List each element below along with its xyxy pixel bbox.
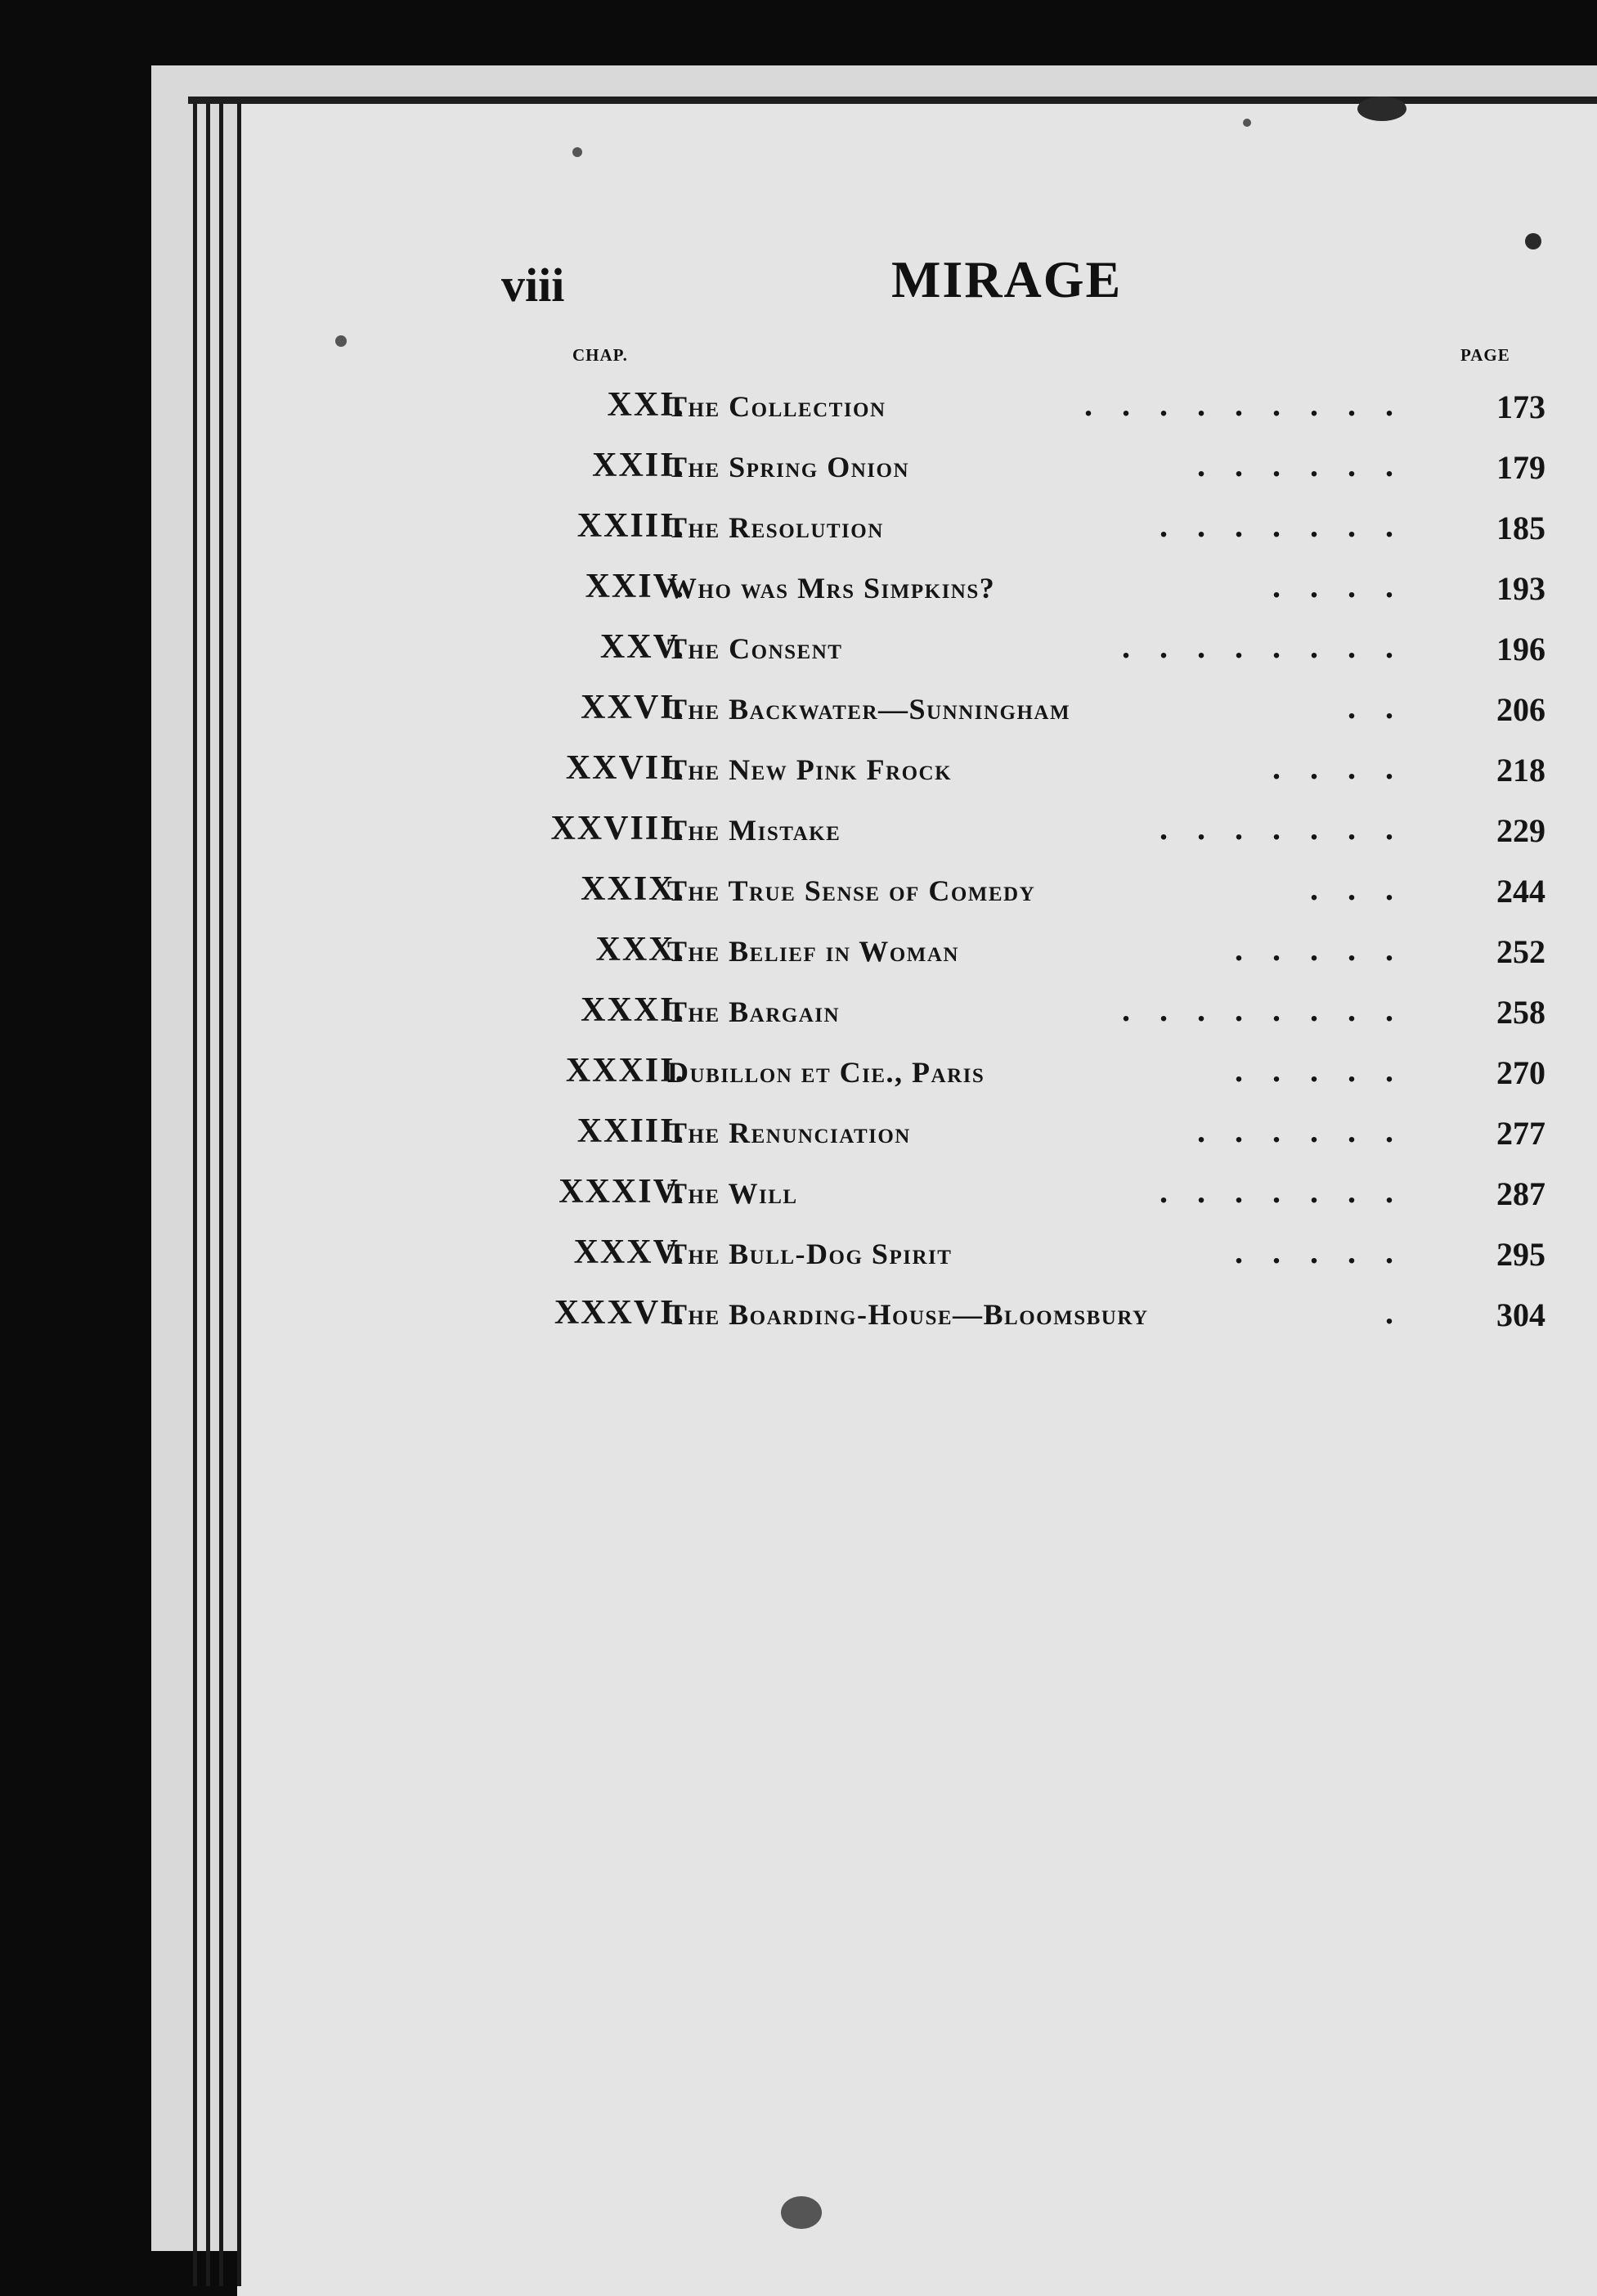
chapter-title: The Bargain — [667, 995, 841, 1028]
chapter-numeral: XXVI . — [581, 688, 685, 727]
page-number: 206 — [1496, 691, 1545, 728]
dot-leader: ......... — [1084, 386, 1423, 423]
chapter-title: Who was Mrs Simpkins? — [667, 572, 996, 604]
page-number: 252 — [1496, 933, 1545, 970]
page-number: 173 — [1496, 389, 1545, 425]
contents-row — [458, 809, 1545, 855]
contents-row — [458, 506, 1545, 552]
page-number: 304 — [1496, 1296, 1545, 1333]
chapter-numeral: XXVII . — [566, 748, 685, 788]
chapter-numeral: XXVIII . — [550, 809, 685, 848]
spine-line — [193, 102, 197, 2286]
ink-smudge — [1357, 97, 1406, 121]
dot-leader: ........ — [1122, 628, 1423, 665]
chapter-numeral: XXXVI . — [554, 1293, 685, 1332]
page-number: 287 — [1496, 1175, 1545, 1212]
dot-leader: .... — [1272, 568, 1423, 604]
contents-row — [458, 627, 1545, 673]
dot-leader: ...... — [1197, 1112, 1423, 1149]
chapter-title: The Resolution — [667, 511, 884, 544]
ink-smudge — [781, 2196, 822, 2229]
dot-leader: ..... — [1235, 1052, 1423, 1089]
page-number: 229 — [1496, 812, 1545, 849]
chapter-title: The Renunciation — [667, 1117, 911, 1149]
chapter-column-label: CHAP. — [572, 345, 628, 365]
chapter-numeral: XXIX . — [581, 869, 685, 909]
chapter-numeral: XXXI . — [581, 991, 685, 1030]
chapter-numeral: XXI . — [607, 385, 685, 425]
page-number: 244 — [1496, 873, 1545, 910]
running-title: MIRAGE — [891, 250, 1123, 308]
paper-speck — [335, 335, 347, 347]
page-folio: viii — [501, 258, 565, 312]
dot-leader: ....... — [1160, 810, 1423, 847]
dot-leader: ... — [1310, 870, 1423, 907]
chapter-numeral: XXX . — [596, 930, 686, 969]
contents-row — [458, 1233, 1545, 1278]
page-number: 185 — [1496, 510, 1545, 546]
contents-row — [458, 1293, 1545, 1339]
chapter-title: The Consent — [667, 632, 843, 665]
dot-leader: ....... — [1160, 1173, 1423, 1210]
dot-leader: ..... — [1235, 1233, 1423, 1270]
chapter-numeral: XXV . — [600, 627, 685, 667]
page-number: 179 — [1496, 449, 1545, 486]
contents-row — [458, 385, 1545, 431]
chapter-title: The Belief in Woman — [667, 935, 959, 968]
spine-line — [206, 102, 210, 2286]
page-number: 193 — [1496, 570, 1545, 607]
dot-leader: .... — [1272, 749, 1423, 786]
chapter-numeral: XXXIV . — [559, 1172, 685, 1211]
contents-row — [458, 1172, 1545, 1218]
spine-line — [219, 102, 223, 2286]
dot-leader: ...... — [1197, 447, 1423, 483]
page-number: 218 — [1496, 752, 1545, 789]
contents-row — [458, 991, 1545, 1036]
page-number: 277 — [1496, 1115, 1545, 1152]
contents-row — [458, 567, 1545, 613]
chapter-numeral: XXXV . — [574, 1233, 685, 1272]
paper-speck — [1243, 119, 1251, 127]
chapter-title: The New Pink Frock — [667, 753, 953, 786]
chapter-numeral: XXIII . — [577, 1112, 685, 1151]
contents-row — [458, 446, 1545, 492]
contents-row — [458, 930, 1545, 976]
page-number: 295 — [1496, 1236, 1545, 1273]
chapter-title: The True Sense of Comedy — [667, 874, 1036, 907]
contents-row — [458, 688, 1545, 734]
contents-row — [458, 1051, 1545, 1097]
contents-row — [458, 1112, 1545, 1157]
page-number: 196 — [1496, 631, 1545, 667]
ink-smudge — [1525, 233, 1541, 249]
chapter-title: The Collection — [667, 390, 886, 423]
spine-line — [237, 102, 241, 2286]
chapter-numeral: XXXII . — [566, 1051, 685, 1090]
chapter-numeral: XXIV . — [585, 567, 685, 606]
chapter-title: The Mistake — [667, 814, 841, 847]
dot-leader: ....... — [1160, 507, 1423, 544]
page-number: 258 — [1496, 994, 1545, 1031]
paper-speck — [572, 147, 582, 157]
page-number: 270 — [1496, 1054, 1545, 1091]
contents-row — [458, 748, 1545, 794]
chapter-title: The Spring Onion — [667, 451, 909, 483]
chapter-title: The Boarding-House—Bloomsbury — [667, 1298, 1149, 1331]
dot-leader: . — [1385, 1294, 1423, 1331]
chapter-numeral: XXIII . — [577, 506, 685, 546]
chapter-numeral: XXII . — [592, 446, 685, 485]
chapter-title: The Bull-Dog Spirit — [667, 1238, 953, 1270]
chapter-title: The Will — [667, 1177, 798, 1210]
dot-leader: ..... — [1235, 931, 1423, 968]
page-column-label: PAGE — [1460, 345, 1510, 365]
chapter-title: The Backwater—Sunningham — [667, 693, 1071, 726]
contents-row — [458, 869, 1545, 915]
dot-leader: ........ — [1122, 991, 1423, 1028]
dot-leader: .. — [1348, 689, 1423, 726]
chapter-title: Dubillon et Cie., Paris — [667, 1056, 985, 1089]
